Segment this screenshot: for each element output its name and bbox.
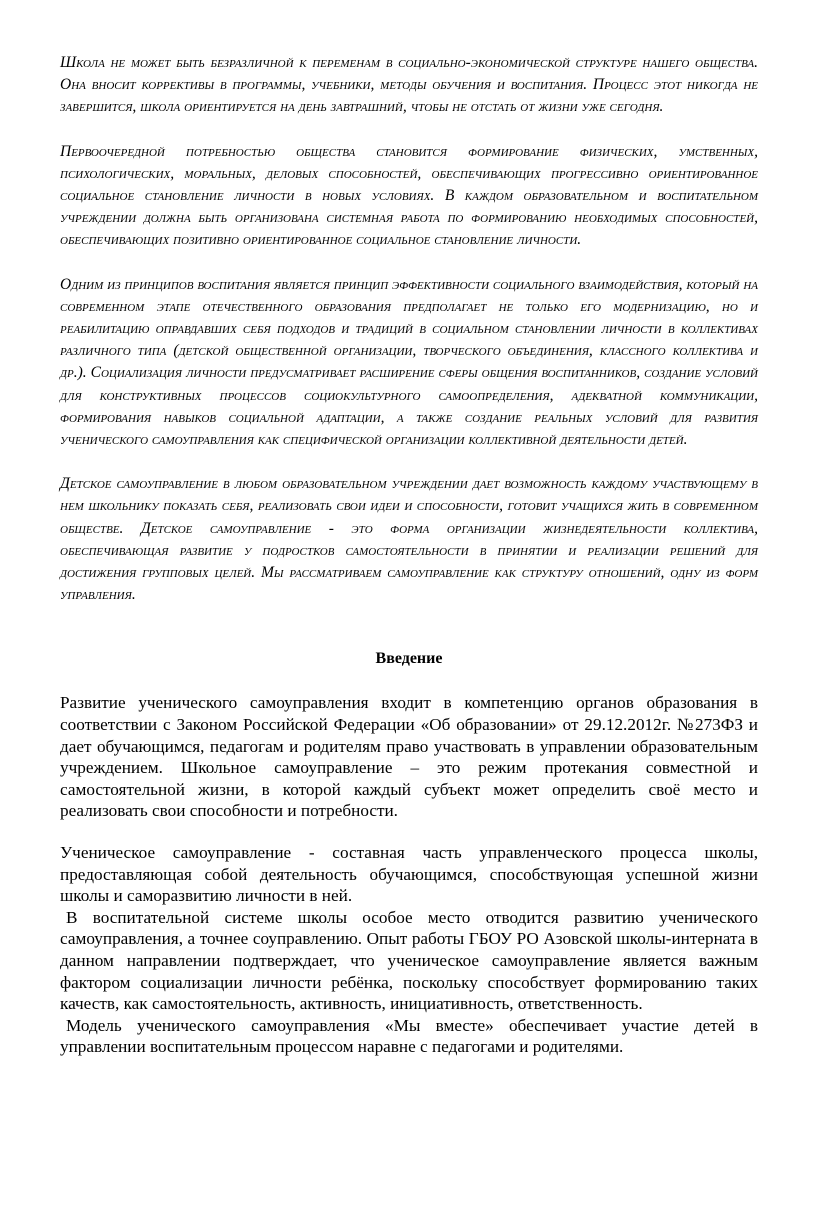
body-paragraph-4: Модель ученического самоуправления «Мы вместе» обеспечивает участие детей в управлении воспитательным процессом наравне с педагогами и родителями. <box>60 1015 758 1057</box>
intro-paragraph-3: Одним из принципов воспитания является принцип эффективности социального взаимодействия, который на современном этапе отечественного образования предполагает не только его модернизацию, но и реабилитацию оправдавших себя подходов и традиций в социальном становлении личности в коллективах различного типа (детской общественной организации, творческого объединения, классного коллектива и др.). Социализация личности предусматривает расширение сферы общения воспитанников, создание условий для конструктивных процессов социокультурного самоопределения, адекватной коммуникации, формирования навыков социальной адаптации, а также создание реальных условий для развития ученического самоуправления как специфической организации коллективной деятельности детей. <box>60 275 758 449</box>
document-page <box>60 52 758 1058</box>
intro-paragraph-2: Первоочередной потребностью общества становится формирование физических, умственных, психологических, моральных, деловых способностей, обеспечивающих прогрессивно ориентированное социальное становление личности в новых условиях. В каждом образовательном и воспитательном учреждении должна быть организована системная работа по формированию необходимых способностей, обеспечивающих позитивно ориентированное социальное становление личности. <box>60 142 758 249</box>
body-paragraph-3: В воспитательной системе школы особое место отводится развитию ученического самоуправления, а точнее соуправлению. Опыт работы ГБОУ РО Азовской школы-интерната в данном направлении подтверждает, что ученическое самоуправление является важным фактором социализации личности ребёнка, поскольку способствует формированию таких качеств, как самостоятельность, активность, инициативность, ответственность. <box>60 907 758 1014</box>
body-paragraph-1: Развитие ученического самоуправления входит в компетенцию органов образования в соответствии с Законом Российской Федерации «Об образовании» от 29.12.2012г. №273ФЗ и дает обучающимся, педагогам и родителям право участвовать в управлении образовательным учреждением. Школьное самоуправление – это режим протекания совместной и самостоятельной жизни, в которой каждый субъект может определить своё место и реализовать свои способности и потребности. <box>60 693 758 821</box>
body-paragraph-2: Ученическое самоуправление - составная часть управленческого процесса школы, предоставляющая собой деятельность обучающимся, способствующая успешной жизни школы и саморазвитию личности в ней. <box>60 843 758 906</box>
section-heading: Введение <box>375 650 443 668</box>
intro-paragraph-4: Детское самоуправление в любом образовательном учреждении дает возможность каждому участвующему в нем школьнику показать себя, реализовать свои идеи и способности, готовит учащихся жить в современном обществе. Детское самоуправление - это форма организации жизнедеятельности коллектива, обеспечивающая развитие у подростков самостоятельности в принятии и реализации решений для достижения групповых целей. Мы рассматриваем самоуправление как структуру отношений, одну из форм управления. <box>60 475 758 604</box>
intro-paragraph-1: Школа не может быть безразличной к переменам в социально-экономической структуре нашего общества. Она вносит коррективы в программы, учебники, методы обучения и воспитания. Процесс этот никогда не завершится, школа ориентируется на день завтрашний, чтобы не отстать от жизни уже сегодня. <box>60 54 758 116</box>
